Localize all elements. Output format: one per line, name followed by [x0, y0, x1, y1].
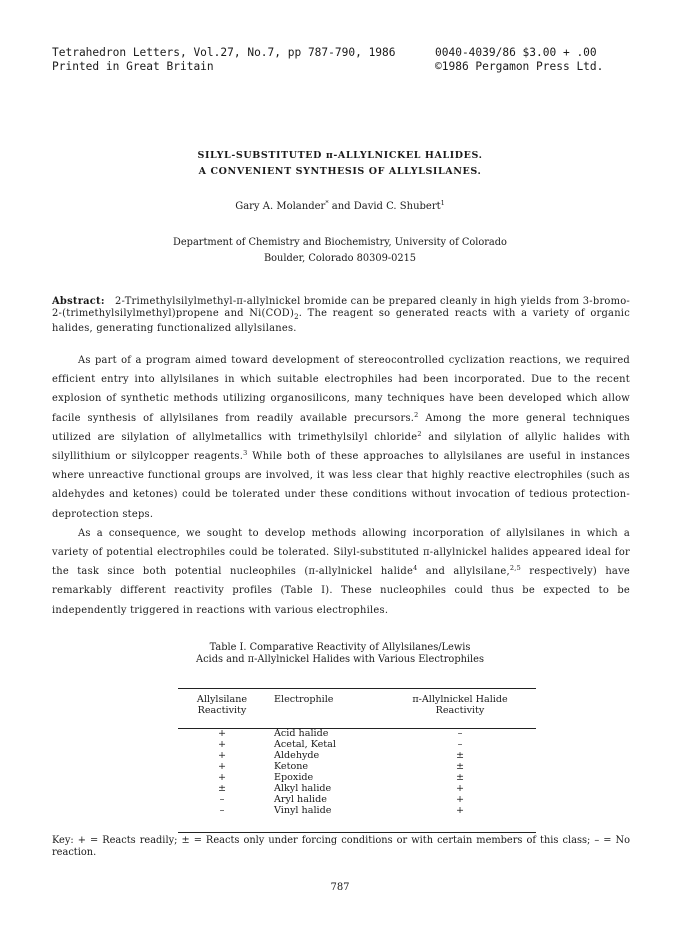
paper-title-line2: A CONVENIENT SYNTHESIS OF ALLYLSILANES.	[198, 166, 482, 177]
table-header-row	[178, 688, 536, 720]
author-list: Gary A. Molander* and David C. Shubert$^1$	[235, 199, 445, 212]
copyright-notice: 0040-4039/86 $3.00 + .00 ©1986 Pergamon Press Ltd.	[435, 46, 604, 73]
table-row: – Vinyl halide +	[219, 805, 465, 816]
author-name: Gary A. Molander	[235, 201, 326, 212]
table-row: + Aldehyde ±	[217, 750, 465, 761]
paragraph: As a consequence, we sought to develop methods allowing incorporation of allylsilanes in which a variety of potential electrophiles could be tolerated. Silyl-substituted π-allylnickel halides appeared ideal for the task since both potential nucleophiles (π-allylnickel halide$^4$ and allylsilane,$^{2,5}$ respectively) have remarkably different reactivity profiles (Table I). These nucleophiles could thus be expected to be independently triggered in reactions with various electrophiles.	[52, 527, 630, 616]
abstract-label: Abstract:	[52, 296, 105, 307]
column-header: Allylsilane Reactivity	[196, 694, 248, 716]
table-row: – Aryl halide +	[219, 794, 465, 805]
column-header: π-Allylnickel Halide Reactivity	[412, 694, 508, 716]
table-row: + Epoxide ±	[217, 772, 465, 783]
table-row: + Acetal, Ketal –	[217, 739, 463, 750]
table-key: Key: + = Reacts readily; ± = Reacts only under forcing conditions or with certain members of this class; – = No reaction.	[52, 835, 630, 858]
journal-citation: Tetrahedron Letters, Vol.27, No.7, pp 787-790, 1986 Printed in Great Britain	[52, 46, 396, 73]
table-caption: Table I. Comparative Reactivity of Allylsilanes/Lewis Acids and π-Allylnickel Halides with Various Electrophiles	[196, 642, 484, 665]
table-rule-bottom	[178, 832, 536, 833]
affiliation-line1: Department of Chemistry and Biochemistry, University of Colorado	[173, 237, 507, 248]
reactivity-table	[178, 688, 536, 816]
table-row: ± Alkyl halide +	[217, 783, 465, 794]
abstract: Abstract: 2-Trimethylsilylmethyl-π-allylnickel bromide can be prepared cleanly in high yields from 3-bromo-2-(trimethylsilylmethyl)propene and $Ni(COD)_2$. The reagent so generated reacts with a variety of organic halides, generating functionalized allylsilanes.	[52, 296, 631, 335]
paragraph: As part of a program aimed toward development of stereocontrolled cyclization reactions, we required efficient entry into allylsilanes in which suitable electrophiles had been incorporated. Due to the recent explosion of synthetic methods utilizing organosilicons, many techniques have been developed which allow facile synthesis of allylsilanes from readily available precursors.$^2$ Among the more general techniques utilized are silylation of allylmetallics with trimethylsilyl chloride$^2$ and silylation of allylic halides with silyllithium or silylcopper reagents.$^3$ While both of these approaches to allylsilanes are useful in instances where unreactive functional groups are involved, it was less clear that highly reactive electrophiles (such as aldehydes and ketones) could be tolerated under these conditions without invocation of tedious protection-deprotection steps.	[52, 355, 631, 520]
footnote-marker: 1	[440, 199, 445, 207]
column-header: Electrophile	[274, 694, 334, 705]
corresponding-author-mark: *	[325, 199, 329, 207]
author-name: David C. Shubert	[353, 201, 441, 212]
table-row: + Acid halide –	[217, 728, 463, 739]
table-row: + Ketone ±	[217, 761, 465, 772]
paper-title-line1: SILYL-SUBSTITUTED π-ALLYLNICKEL HALIDES.	[197, 150, 483, 161]
body-text	[52, 351, 630, 620]
page-number: 787	[330, 882, 350, 893]
affiliation-line2: Boulder, Colorado 80309-0215	[263, 253, 417, 264]
